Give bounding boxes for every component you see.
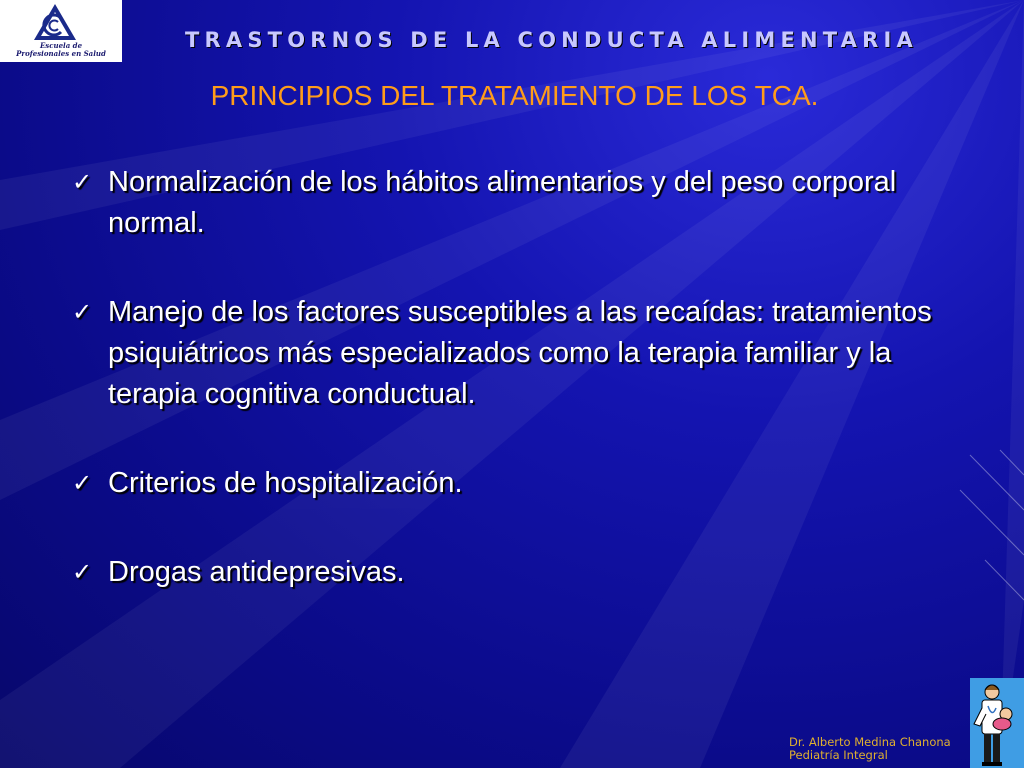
bullet-text: Normalización de los hábitos alimentarios y del peso corporal normal. [108,166,897,239]
checkmark-icon: ✓ [72,298,93,326]
checkmark-icon: ✓ [72,168,93,196]
school-logo-text [4,42,118,58]
header-title: TRASTORNOS DE LA CONDUCTA ALIMENTARIA [185,28,918,52]
checkmark-icon: ✓ [72,558,93,586]
author-credit [789,736,951,762]
bullet-text: Criterios de hospitalización. [108,467,463,499]
school-logo [0,0,122,62]
bullet-item [72,162,952,244]
checkmark-icon: ✓ [72,469,93,497]
bullet-text: Manejo de los factores susceptibles a las recaídas: tratamientos psiquiátricos más especializados como la terapia familiar y la terapia cognitiva conductual. [108,296,932,410]
author-role: Pediatría Integral [789,748,888,762]
logo-line-1: Escuela de [39,41,83,50]
doctor-clipart [970,678,1024,768]
school-logo-icon [30,2,80,42]
logo-line-2: Profesionales en Salud [16,49,106,58]
doctor-with-baby-icon [970,678,1024,768]
slide-subtitle: PRINCIPIOS DEL TRATAMIENTO DE LOS TCA. [210,80,819,111]
bullet-item [72,463,952,504]
bullet-list [72,162,952,593]
bullet-item [72,552,952,593]
author-name: Dr. Alberto Medina Chanona [789,735,951,749]
bullet-item [72,292,952,415]
bullet-text: Drogas antidepresivas. [108,556,405,588]
